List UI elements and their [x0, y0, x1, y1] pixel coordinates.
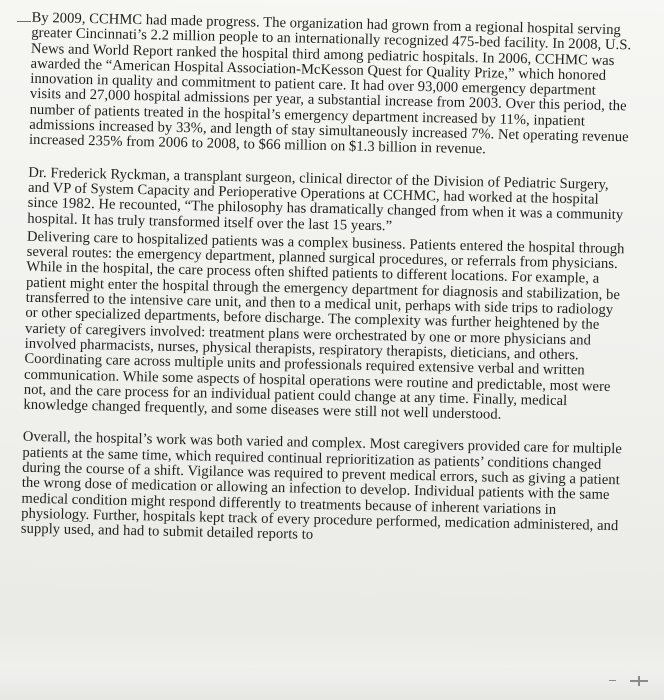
- bottom-surface: [0, 660, 664, 700]
- dash-icon: [609, 680, 616, 682]
- paragraph-3: Delivering care to hospitalized patients was a complex business. Patients entered the hospital through several routes: the emergency department, planned surgical procedures, or referrals from physicians. While in the hospital, the care process often shifted patients to different locations. For example, a patient might enter the hospital through the emergency department for diagnosis and stabilization, be transferred to the intensive care unit, and then to a medical unit, perhaps with side trips to radiology or other specialized departments, before discharge. The complexity was further heightened by the variety of caregivers involved: treatment plans were orchestrated by one or more physicians and involved pharmacists, nurses, physical therapists, respiratory therapists, dieticians, and others. Coordinating care across multiple units and professionals required extensive verbal and written communication. While some aspects of hospital operations were routine and predictable, most were not, and the care process for an individual patient could change at any time. Finally, medical knowledge changed frequently, and some diseases were still not well understood.: [23, 228, 625, 423]
- paragraph-4: Overall, the hospital’s work was both varied and complex. Most caregivers provided care for multiple patients at the same time, which required continual reprioritization as patients’ conditions changed during the course of a shift. Vigilance was required to prevent medical errors, such as giving a patient the wrong dose of medication or allowing an infection to develop. Individual patients with the same medical condition might respond differently to treatments because of inherent variations in physiology. Further, hospitals kept track of every procedure performed, medication administered, and supply used, and had to submit detailed reports to: [20, 429, 622, 544]
- margin-dash-mark: [17, 21, 31, 22]
- paragraph-1: By 2009, CCHMC had made progress. The organization had grown from a regional hospital serving greater Cincinnati’s 2.2 million people to an internationally recognized 475-bed facility. In 2008, U.S. News and World Report ranked the hospital third among pediatric hospitals. In 2006, CCHMC was awarded the “American Hospital Association-McKesson Quest for Quality Prize,” which honored innovation in quality and commitment to patient care. It had over 93,000 emergency department visits and 27,000 hospital admissions per year, a substantial increase from 2003. Over this period, the number of patients treated in the hospital’s emergency department increased by 11%, inpatient admissions increased by 33%, and length of stay simultaneously increased 7%. Net operating revenue increased 235% from 2006 to 2008, to $66 million on $1.3 billion in revenue.: [28, 9, 632, 158]
- paragraph-2: Dr. Frederick Ryckman, a transplant surgeon, clinical director of the Division of Pediatric Surgery, and VP of System Capacity and Perioperative Operations at CCHMC, had worked at the hospital since 1982. He recounted, “The philosophy has dramatically changed from when it was a community hospital. It has truly transformed itself over the last 15 years.”: [27, 164, 624, 234]
- text-body: [20, 11, 631, 567]
- cross-mark-icon: [630, 676, 648, 686]
